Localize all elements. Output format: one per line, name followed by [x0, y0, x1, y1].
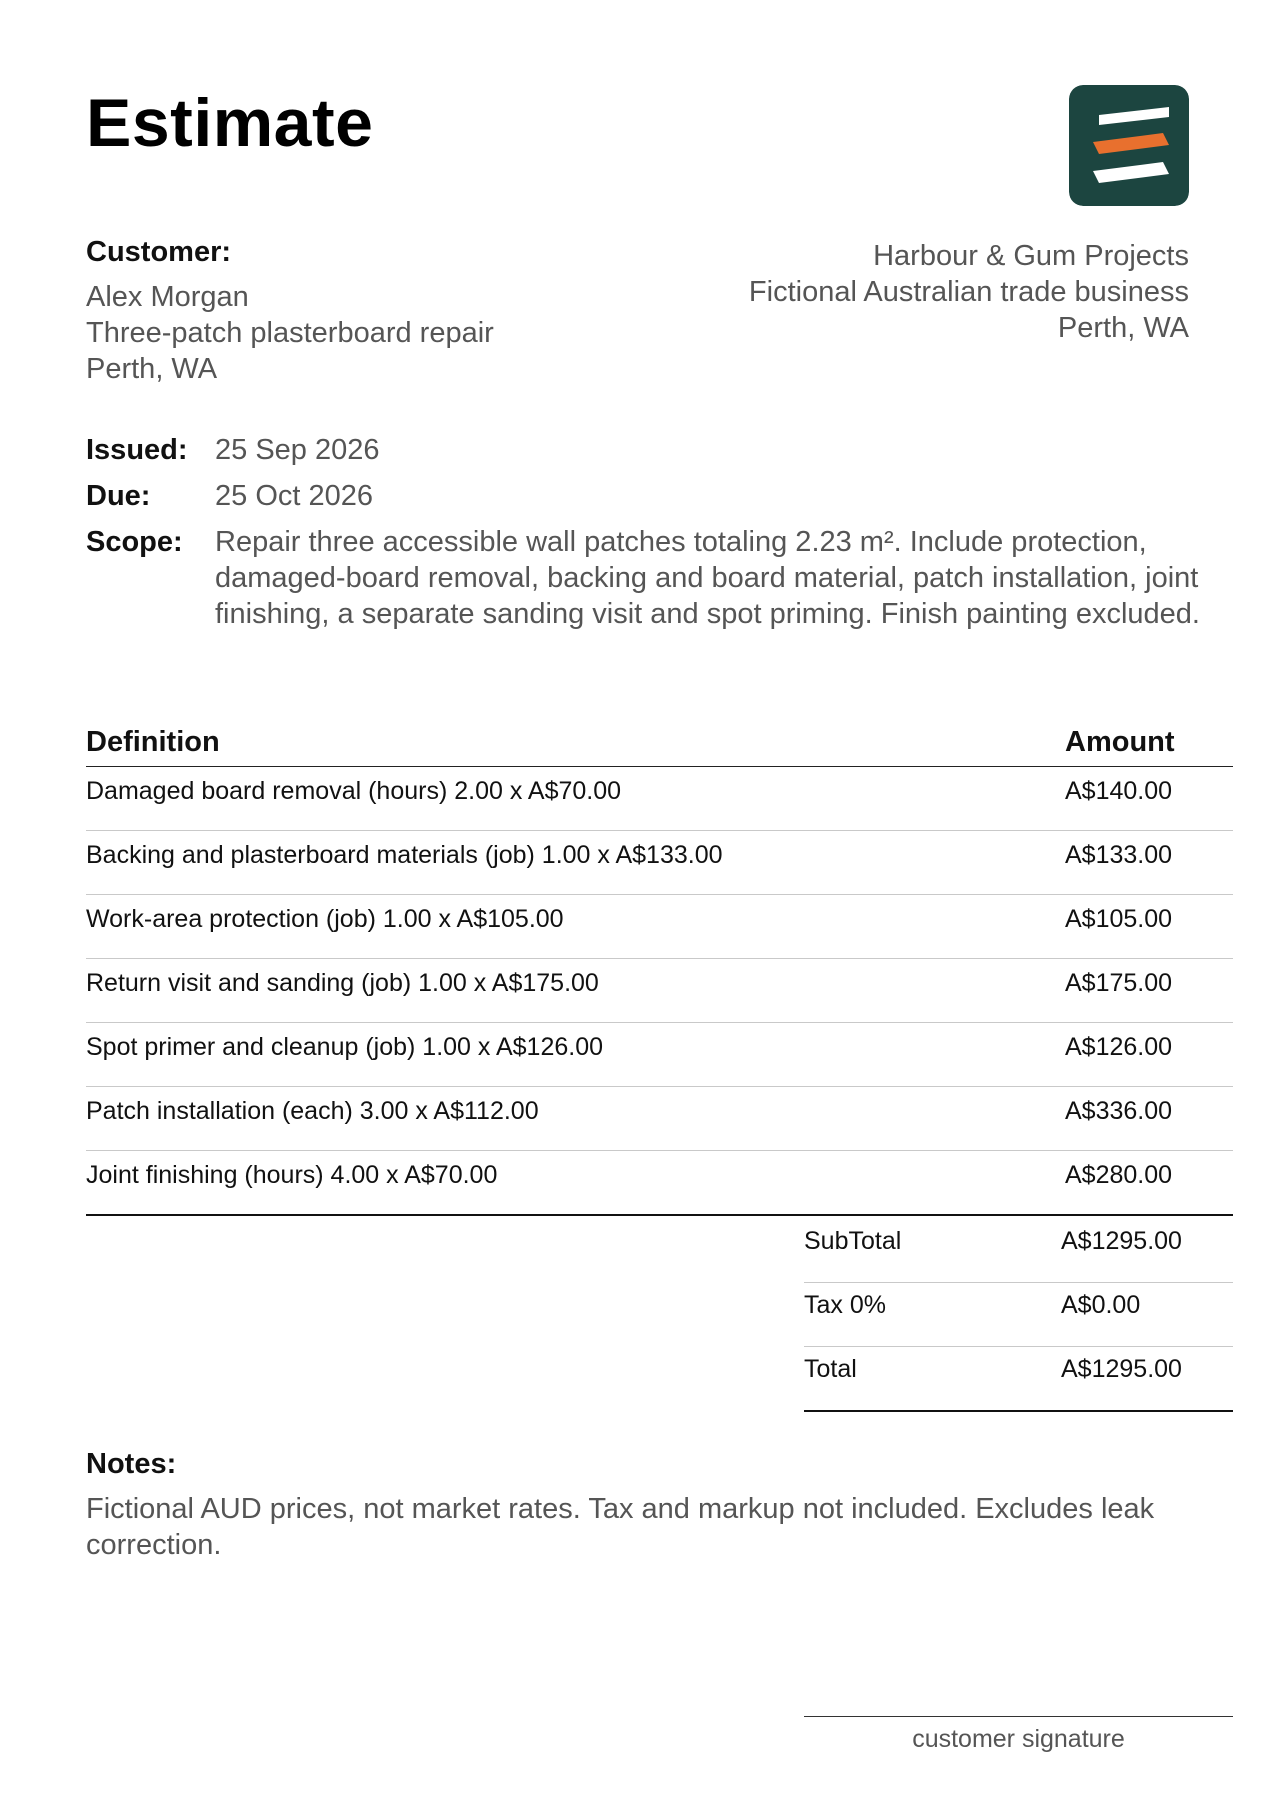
signature-label: customer signature	[912, 1725, 1125, 1753]
total-label: Total	[804, 1355, 857, 1383]
item-description: Return visit and sanding (job) 1.00 x A$175.00	[86, 969, 599, 997]
line-items-table	[86, 722, 1233, 1216]
tax-row	[804, 1283, 1233, 1347]
item-description: Spot primer and cleanup (job) 1.00 x A$126.00	[86, 1033, 604, 1061]
due-label: Due:	[86, 480, 151, 512]
table-row	[86, 831, 1233, 895]
due-row	[86, 478, 1226, 514]
subtotal-row	[804, 1219, 1233, 1283]
scope-value: Repair three accessible wall patches totaling 2.23 m². Include protection, damaged-board removal, backing and board material, patch installation, joint finishing, a separate sanding visit and spot priming. Finish painting excluded.	[215, 526, 1200, 630]
item-description: Work-area protection (job) 1.00 x A$105.00	[86, 905, 564, 933]
signature-line[interactable]	[804, 1716, 1233, 1754]
notes-block	[86, 1448, 1196, 1563]
subtotal-value: A$1295.00	[1061, 1227, 1182, 1255]
tax-label: Tax 0%	[804, 1291, 886, 1319]
item-description: Damaged board removal (hours) 2.00 x A$70.00	[86, 777, 622, 805]
table-row	[86, 1087, 1233, 1151]
scope-row	[86, 524, 1226, 632]
stacked-layers-logo-icon	[1069, 85, 1189, 206]
item-description: Joint finishing (hours) 4.00 x A$70.00	[86, 1161, 498, 1189]
tax-value: A$0.00	[1061, 1291, 1141, 1319]
due-value: 25 Oct 2026	[215, 480, 373, 512]
item-amount: A$280.00	[1065, 1161, 1173, 1189]
table-row	[86, 959, 1233, 1023]
business-location: Perth, WA	[1057, 312, 1189, 344]
customer-location: Perth, WA	[86, 353, 218, 385]
issued-label: Issued:	[86, 434, 188, 466]
totals-table	[804, 1219, 1233, 1412]
line-items-header	[86, 722, 1233, 767]
document-title: Estimate	[86, 85, 374, 161]
table-row	[86, 767, 1233, 831]
business-block	[749, 238, 1189, 346]
item-amount: A$336.00	[1065, 1097, 1173, 1125]
item-amount: A$133.00	[1065, 841, 1173, 869]
issued-row	[86, 432, 1226, 468]
definition-column-header: Definition	[86, 726, 220, 758]
customer-project: Three-patch plasterboard repair	[86, 317, 494, 349]
business-description: Fictional Australian trade business	[748, 276, 1189, 308]
business-name: Harbour & Gum Projects	[873, 240, 1189, 272]
table-row	[86, 1151, 1233, 1216]
issued-value: 25 Sep 2026	[215, 434, 380, 466]
notes-text: Fictional AUD prices, not market rates. Tax and markup not included. Excludes leak correction.	[86, 1493, 1155, 1561]
item-amount: A$175.00	[1065, 969, 1173, 997]
customer-block	[86, 236, 494, 387]
total-row	[804, 1347, 1233, 1412]
notes-label: Notes:	[86, 1448, 177, 1480]
customer-name: Alex Morgan	[86, 281, 249, 313]
item-amount: A$140.00	[1065, 777, 1173, 805]
table-row	[86, 1023, 1233, 1087]
item-amount: A$105.00	[1065, 905, 1173, 933]
item-description: Backing and plasterboard materials (job) 1.00 x A$133.00	[86, 841, 723, 869]
customer-label: Customer:	[86, 236, 232, 268]
item-amount: A$126.00	[1065, 1033, 1173, 1061]
subtotal-label: SubTotal	[804, 1227, 902, 1255]
total-value: A$1295.00	[1061, 1355, 1182, 1383]
table-row	[86, 895, 1233, 959]
item-description: Patch installation (each) 3.00 x A$112.00	[86, 1097, 539, 1125]
amount-column-header: Amount	[1065, 726, 1175, 758]
estimate-meta	[86, 432, 1226, 642]
scope-label: Scope:	[86, 526, 183, 558]
